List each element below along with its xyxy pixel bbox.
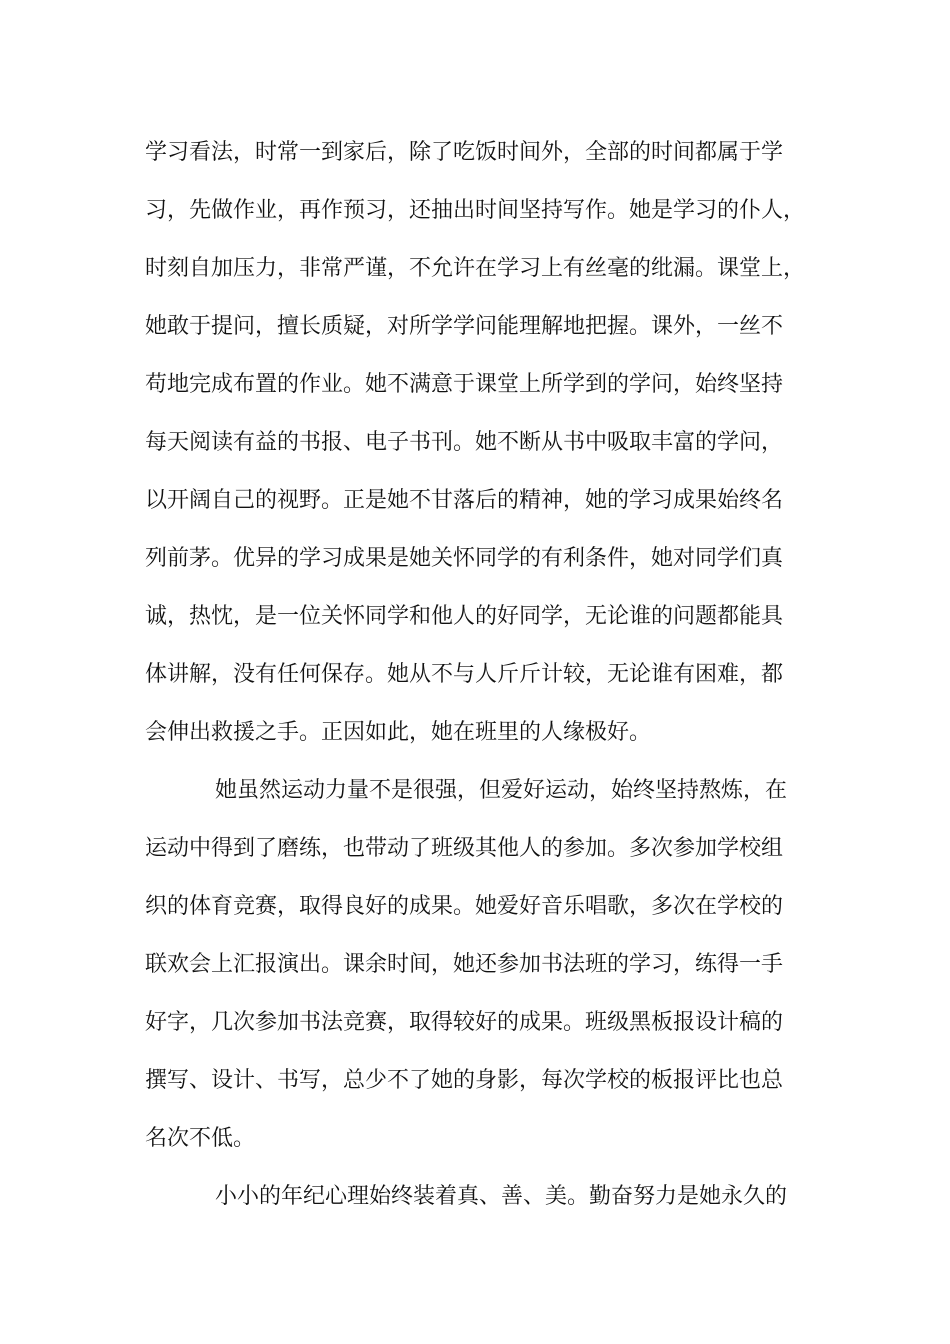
body-text bbox=[145, 130, 825, 1232]
text-line: 每天阅读有益的书报、电子书刊。她不断从书中吸取丰富的学问， bbox=[145, 430, 784, 455]
text-line: 列前茅。优异的学习成果是她关怀同学的有利条件，她对同学们真 bbox=[145, 546, 784, 571]
text-line: 以开阔自己的视野。正是她不甘落后的精神，她的学习成果始终名 bbox=[145, 488, 784, 513]
text-line: 会伸出救援之手。正因如此，她在班里的人缘极好。 bbox=[145, 720, 652, 745]
text-line: 苟地完成布置的作业。她不满意于课堂上所学到的学问，始终坚持 bbox=[145, 372, 784, 397]
text-line: 学习看法，时常一到家后，除了吃饭时间外，全部的时间都属于学 bbox=[145, 140, 784, 165]
text-line: 她敢于提问，擅长质疑，对所学学问能理解地把握。课外，一丝不 bbox=[145, 314, 784, 339]
text-line: 撰写、设计、书写，总少不了她的身影，每次学校的板报评比也总 bbox=[145, 1068, 784, 1093]
paragraph-start-line: 小小的年纪心理始终装着真、善、美。勤奋努力是她永久的 bbox=[215, 1184, 788, 1209]
text-line: 好字，几次参加书法竞赛，取得较好的成果。班级黑板报设计稿的 bbox=[145, 1010, 784, 1035]
text-line: 名次不低。 bbox=[145, 1126, 256, 1151]
text-line: 时刻自加压力，非常严谨，不允许在学习上有丝毫的纰漏。课堂上， bbox=[145, 256, 806, 281]
text-line: 联欢会上汇报演出。课余时间，她还参加书法班的学习，练得一手 bbox=[145, 952, 784, 977]
text-line: 习，先做作业，再作预习，还抽出时间坚持写作。她是学习的仆人， bbox=[145, 198, 806, 223]
paragraph-start-line: 她虽然运动力量不是很强，但爱好运动，始终坚持熬炼，在 bbox=[215, 778, 788, 803]
text-line: 运动中得到了磨练，也带动了班级其他人的参加。多次参加学校组 bbox=[145, 836, 784, 861]
text-line: 体讲解，没有任何保存。她从不与人斤斤计较，无论谁有困难，都 bbox=[145, 662, 784, 687]
text-line: 诚，热忱，是一位关怀同学和他人的好同学，无论谁的问题都能具 bbox=[145, 604, 784, 629]
text-line: 织的体育竞赛，取得良好的成果。她爱好音乐唱歌，多次在学校的 bbox=[145, 894, 784, 919]
